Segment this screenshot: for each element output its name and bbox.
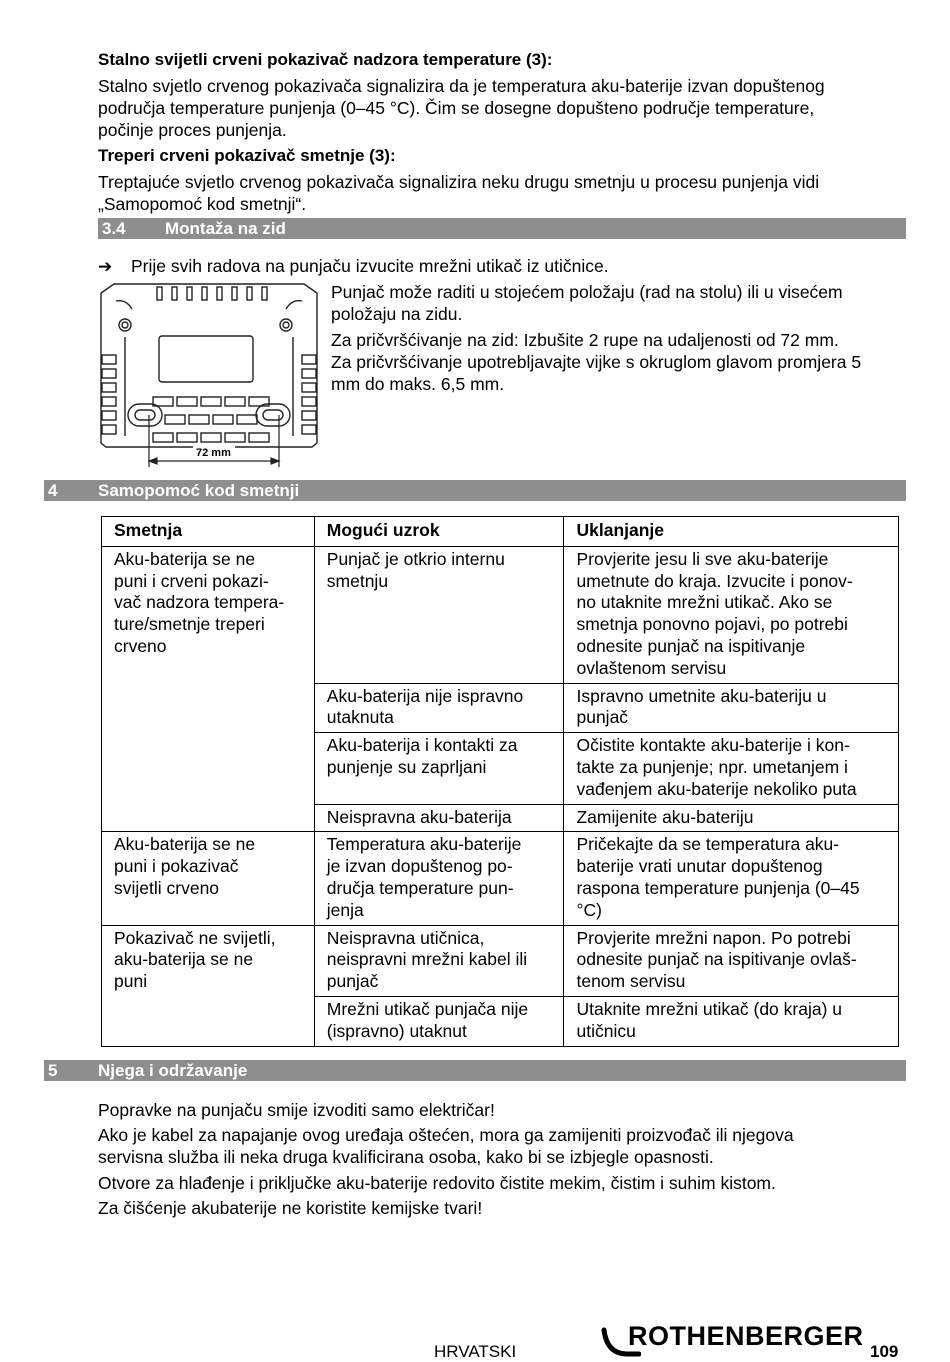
section-bar-4 xyxy=(44,480,906,501)
cell-line: vač nadzora tempera- xyxy=(114,592,285,613)
cell-line: punjenje su zaprljani xyxy=(326,756,487,777)
text-line: Za čišćenje akubaterije ne koristite kemijske tvari! xyxy=(98,1198,483,1218)
cell-line: Aku-baterija se ne xyxy=(114,548,256,569)
cause-cell xyxy=(314,804,564,832)
dimension-label: 72 mm xyxy=(196,447,231,459)
maintenance-paragraph xyxy=(98,1124,794,1168)
remedy-cell xyxy=(564,996,899,1046)
arrow-icon: ➔ xyxy=(98,257,113,276)
text-line: mm do maks. 6,5 mm. xyxy=(331,374,505,394)
charger-wall-mount-figure xyxy=(96,281,322,468)
table-header-row xyxy=(102,517,899,547)
table-row xyxy=(102,925,899,996)
cell-line: puni xyxy=(114,971,148,992)
section-bar-5 xyxy=(44,1060,906,1081)
remedy-cell xyxy=(564,733,899,804)
remedy-cell xyxy=(564,832,899,925)
remedy-cell xyxy=(564,683,899,733)
cause-cell xyxy=(314,733,564,804)
maintenance-paragraph xyxy=(98,1099,495,1121)
cell-line: crveno xyxy=(114,635,167,656)
cell-line: je izvan dopuštenog po- xyxy=(326,856,513,877)
column-header: Smetnja xyxy=(102,517,315,547)
cell-line: utaknuta xyxy=(326,707,394,728)
cell-line: Aku-baterija se ne xyxy=(114,834,256,855)
text-line: položaju na zidu. xyxy=(331,304,463,324)
remedy-cell xyxy=(564,546,899,683)
cell-line: svijetli crveno xyxy=(114,877,220,898)
cell-line: vađenjem aku-baterije nekoliko puta xyxy=(576,778,857,799)
mount-paragraph-1 xyxy=(331,281,843,325)
cause-cell xyxy=(314,925,564,996)
top-slots xyxy=(157,287,267,300)
cell-line: ture/smetnje treperi xyxy=(114,614,265,635)
cell-line: Neispravna aku-baterija xyxy=(326,806,512,827)
fault-cell xyxy=(102,832,315,925)
remedy-cell xyxy=(564,925,899,996)
section-number: 4 xyxy=(48,481,58,500)
cell-line: punjač xyxy=(576,707,629,728)
cell-line: (ispravno) utaknut xyxy=(326,1020,467,1041)
fault-cell xyxy=(102,546,315,832)
table-row xyxy=(102,546,899,683)
cell-line: puni i crveni pokazi- xyxy=(114,570,269,591)
fault-indicator-text xyxy=(98,171,819,215)
cell-line: takte za punjenje; npr. umetanjem i xyxy=(576,756,848,777)
cell-line: Pokazivač ne svijetli, xyxy=(114,927,276,948)
cell-line: puni i pokazivač xyxy=(114,856,239,877)
column-header: Uklanjanje xyxy=(564,517,899,547)
fault-indicator-heading: Treperi crveni pokazivač smetnje (3): xyxy=(98,146,396,165)
cell-line: Očistite kontakte aku-baterije i kon- xyxy=(576,735,850,756)
text-line: Za pričvršćivanje na zid: Izbušite 2 rupe na udaljenosti od 72 mm. xyxy=(331,330,839,350)
cell-line: Provjerite mrežni napon. Po potrebi xyxy=(576,927,851,948)
text-line: područja temperature punjenja (0–45 °C). Čim se dosegne dopušteno područje temperature, xyxy=(98,98,815,118)
instruction-line xyxy=(98,255,609,278)
cause-cell xyxy=(314,832,564,925)
brand-logo: ROTHENBERGER xyxy=(628,1321,864,1351)
text-line: Stalno svjetlo crvenog pokazivača signalizira da je temperatura aku-baterije izvan dopuštenog xyxy=(98,76,825,96)
instruction-text: Prije svih radova na punjaču izvucite mrežni utikač iz utičnice. xyxy=(131,256,609,276)
cell-line: Temperatura aku-baterije xyxy=(326,834,522,855)
section-title: Montaža na zid xyxy=(165,219,286,238)
cell-line: °C) xyxy=(576,899,602,920)
cell-line: Punjač je otkrio internu xyxy=(326,548,505,569)
cell-line: Utaknite mrežni utikač (do kraja) u xyxy=(576,998,843,1019)
cell-line: smetnja ponovno pojavi, po potrebi xyxy=(576,614,848,635)
text-line: servisna služba ili neka druga kvalificirana osoba, kako bi se izbjegle opasnosti. xyxy=(98,1147,714,1167)
text-line: Za pričvršćivanje upotrebljavajte vijke s okruglom glavom promjera 5 xyxy=(331,352,862,372)
section-bar-3-4 xyxy=(98,218,906,239)
text-line: Ako je kabel za napajanje ovog uređaja oštećen, mora ga zamijeniti proizvođač ili njegova xyxy=(98,1125,794,1145)
text-line: Punjač može raditi u stojećem položaju (rad na stolu) ili u visećem xyxy=(331,282,843,302)
page-number: 109 xyxy=(870,1342,899,1361)
cell-line: punjač xyxy=(326,971,379,992)
temp-indicator-heading: Stalno svijetli crveni pokazivač nadzora temperature (3): xyxy=(98,50,553,69)
cell-line: Ispravno umetnite aku-bateriju u xyxy=(576,685,827,706)
cell-line: baterije vrati unutar dopuštenog xyxy=(576,856,823,877)
cause-cell xyxy=(314,546,564,683)
troubleshooting-table xyxy=(101,516,899,1047)
cell-line: neispravni mrežni kabel ili xyxy=(326,949,528,970)
cell-line: dručja temperature pun- xyxy=(326,877,514,898)
cause-cell xyxy=(314,996,564,1046)
maintenance-paragraph xyxy=(98,1197,482,1219)
cause-cell xyxy=(314,683,564,733)
text-line: Treptajuće svjetlo crvenog pokazivača signalizira neku drugu smetnju u procesu punjenja vidi xyxy=(98,172,820,192)
cell-line: tenom servisu xyxy=(576,971,686,992)
section-title: Samopomoć kod smetnji xyxy=(98,481,300,500)
mount-paragraph-2 xyxy=(331,329,861,395)
cell-line: no utaknite mrežni utikač. Ako se xyxy=(576,592,833,613)
cell-line: Zamijenite aku-bateriju xyxy=(576,806,754,827)
cell-line: Provjerite jesu li sve aku-baterije xyxy=(576,548,829,569)
column-header: Mogući uzrok xyxy=(314,517,564,547)
cell-line: odnesite punjač na ispitivanje xyxy=(576,635,806,656)
section-number: 3.4 xyxy=(102,219,126,238)
cell-line: smetnju xyxy=(326,570,389,591)
cell-line: utičnicu xyxy=(576,1020,636,1041)
cell-line: ovlaštenom servisu xyxy=(576,657,727,678)
cell-line: jenja xyxy=(326,899,364,920)
text-line: Otvore za hlađenje i priključke aku-baterije redovito čistite mekim, čistim i suhim kistom. xyxy=(98,1173,776,1193)
text-line: počinje proces punjenja. xyxy=(98,120,287,140)
section-title: Njega i održavanje xyxy=(98,1061,248,1080)
temp-indicator-text xyxy=(98,75,825,141)
remedy-cell xyxy=(564,804,899,832)
cell-line: odnesite punjač na ispitivanje ovlaš- xyxy=(576,949,857,970)
fault-cell xyxy=(102,925,315,1046)
table-row xyxy=(102,832,899,925)
cell-line: Neispravna utičnica, xyxy=(326,927,485,948)
cell-line: Mrežni utikač punjača nije xyxy=(326,998,529,1019)
section-number: 5 xyxy=(48,1061,58,1080)
cell-line: aku-baterija se ne xyxy=(114,949,254,970)
footer-language: HRVATSKI xyxy=(434,1342,517,1361)
cell-line: umetnute do kraja. Izvucite i ponov- xyxy=(576,570,853,591)
cell-line: Aku-baterija nije ispravno xyxy=(326,685,524,706)
cell-line: raspona temperature punjenja (0–45 xyxy=(576,877,860,898)
cell-line: Pričekajte da se temperatura aku- xyxy=(576,834,840,855)
maintenance-paragraph xyxy=(98,1172,776,1194)
cell-line: Aku-baterija i kontakti za xyxy=(326,735,518,756)
text-line: Popravke na punjaču smije izvoditi samo električar! xyxy=(98,1100,495,1120)
text-line: „Samopomoć kod smetnji“. xyxy=(98,194,307,214)
